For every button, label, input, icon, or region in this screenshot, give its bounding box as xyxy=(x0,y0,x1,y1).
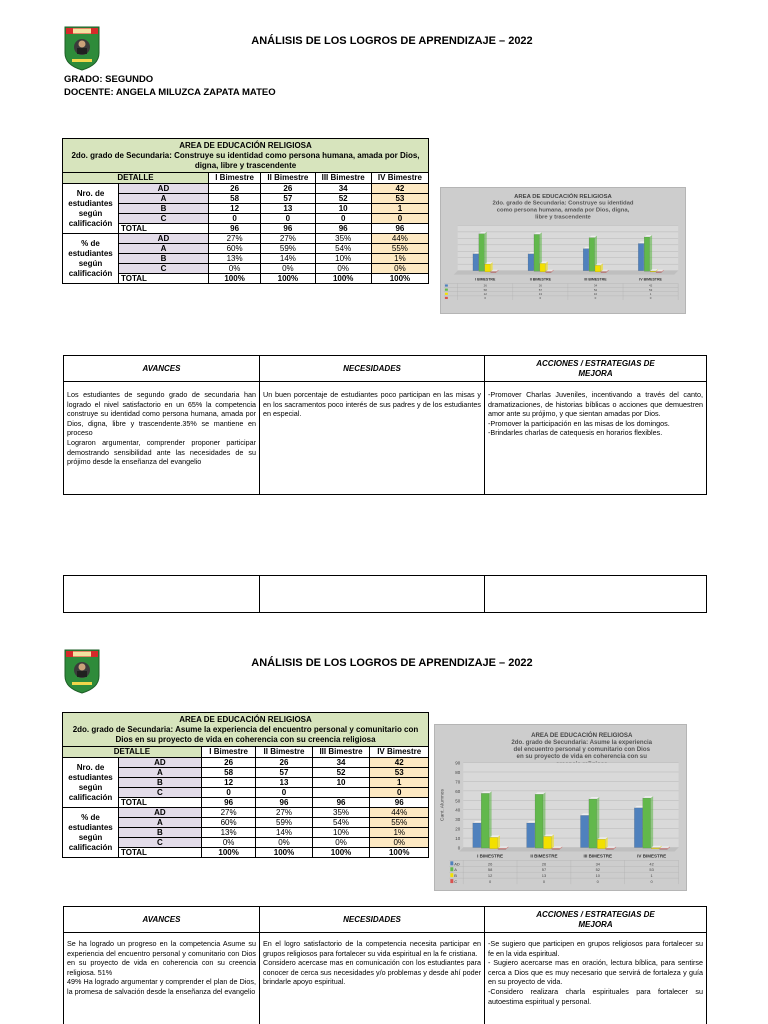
competency-title: 2do. grado de Secundaria: Asume la experiencia del encuentro personal y comunitario con Dios en su proyecto de vida en coherencia con su creencia religiosa xyxy=(72,724,419,744)
table-value: 0 xyxy=(596,879,599,885)
bar xyxy=(473,254,478,271)
level-label: B xyxy=(119,778,202,788)
chart-subtitle: 2do. grado de Secundaria: Asume la experiencia xyxy=(511,738,653,746)
table-cell: 58 xyxy=(208,194,260,204)
bar xyxy=(473,823,481,848)
table-value: 0 xyxy=(489,879,492,885)
school-logo xyxy=(63,25,101,71)
table-value: 12 xyxy=(487,873,493,879)
bar xyxy=(601,272,606,273)
level-label: AD xyxy=(119,184,209,194)
necesidades-header: NECESIDADES xyxy=(260,356,485,382)
bar-chart xyxy=(434,724,687,891)
table-cell: 60% xyxy=(201,818,256,828)
x-tick-label: IV BIMESTRE xyxy=(639,277,662,282)
table-cell: 54% xyxy=(315,244,371,254)
table-value: 13 xyxy=(541,873,547,879)
bar xyxy=(552,849,560,850)
table-value: 34 xyxy=(595,861,600,867)
page-title: ANÁLISIS DE LOS LOGROS DE APRENDIZAJE – 2022 xyxy=(251,35,533,47)
bar xyxy=(597,839,605,848)
avances-header: AVANCES xyxy=(64,356,260,382)
table-cell: 14% xyxy=(256,828,312,838)
level-label: B xyxy=(119,204,209,214)
bar xyxy=(490,837,498,848)
y-tick-label: 90 xyxy=(455,760,461,766)
table-cell: 34 xyxy=(315,184,371,194)
level-label: C xyxy=(119,838,202,848)
table-value: 52 xyxy=(595,867,600,873)
chart-subtitle: del encuentro personal y comunitario con Dios xyxy=(513,746,650,754)
legend-key xyxy=(445,293,448,295)
x-tick-label: I BIMESTRE xyxy=(475,277,496,282)
table-cell: 0% xyxy=(371,264,428,274)
teacher-label: DOCENTE: ANGELA MILUZCA ZAPATA MATEO xyxy=(64,87,276,98)
table-cell: 0% xyxy=(256,838,312,848)
total-cell: 100% xyxy=(208,274,260,284)
row-group-label: % de estudiantes según calificación xyxy=(63,234,119,284)
y-tick-label: 10 xyxy=(455,836,461,842)
table-cell: 10% xyxy=(315,254,371,264)
total-label: TOTAL xyxy=(119,224,209,234)
table-cell: 27% xyxy=(261,234,315,244)
bar-side xyxy=(651,796,653,848)
table-value: 10 xyxy=(593,291,598,296)
table-value: 58 xyxy=(483,287,487,292)
acciones-text: -Promover Charlas Juveniles, incentivando a través del canto, dramatizaciones, de historias bíblicas o acciones que demuestren amor ante su prójimo, y que sientan amadas por Dios. -Promover la participación en las misas de los domingos. -Brindarles charlas de catequesis en horarios flexibles. xyxy=(485,382,707,495)
total-cell: 96 xyxy=(371,224,428,234)
column-header: II Bimestre xyxy=(261,173,315,184)
total-cell: 100% xyxy=(315,274,371,284)
total-cell: 96 xyxy=(315,224,371,234)
bar xyxy=(543,836,551,848)
level-label: A xyxy=(119,194,209,204)
bar xyxy=(656,272,661,273)
legend-key xyxy=(450,879,453,883)
table-cell: 0% xyxy=(208,264,260,274)
y-tick-label: 0 xyxy=(457,845,461,851)
competency-title: 2do. grado de Secundaria: Construye su identidad como persona humana, amada por Dios, digna, libre y trascendente xyxy=(71,150,420,170)
bar-side xyxy=(605,837,607,848)
level-label: A xyxy=(119,768,202,778)
legend-label: C xyxy=(454,879,458,885)
table-cell: 12 xyxy=(208,204,260,214)
table-cell: 13% xyxy=(208,254,260,264)
table-header xyxy=(63,713,429,747)
bar xyxy=(638,244,643,271)
table-value: 0 xyxy=(650,879,653,885)
detalle-header: DETALLE xyxy=(63,747,202,758)
legend-label: B xyxy=(454,873,457,879)
y-tick-label: 50 xyxy=(455,798,461,804)
table-value: 12 xyxy=(483,291,487,296)
row-group-label: % de estudiantes según calificación xyxy=(63,808,119,858)
legend-key xyxy=(445,297,448,299)
bar xyxy=(583,249,588,271)
row-group-label: Nro. de estudiantes según calificación xyxy=(63,758,119,808)
necesidades-header: NECESIDADES xyxy=(260,907,485,933)
avances-header: AVANCES xyxy=(64,907,260,933)
table-cell: 44% xyxy=(371,234,428,244)
empty-cell xyxy=(64,576,260,613)
level-label: A xyxy=(119,244,209,254)
bar xyxy=(660,849,668,850)
table-cell: 55% xyxy=(371,244,428,254)
y-tick-label: 20 xyxy=(455,826,461,832)
page-title: ANÁLISIS DE LOS LOGROS DE APRENDIZAJE – 2022 xyxy=(251,657,533,669)
bar xyxy=(479,234,484,272)
table-cell: 59% xyxy=(261,244,315,254)
level-label: A xyxy=(119,818,202,828)
total-cell: 96 xyxy=(370,798,429,808)
table-cell: 1% xyxy=(371,254,428,264)
bar xyxy=(534,234,539,271)
legend-key xyxy=(450,867,453,871)
total-label: TOTAL xyxy=(119,848,202,858)
row-group-label: Nro. de estudiantes según calificación xyxy=(63,184,119,234)
table-value: 1 xyxy=(650,873,653,879)
table-cell: 57 xyxy=(256,768,312,778)
table-cell: 26 xyxy=(256,758,312,768)
detalle-header: DETALLE xyxy=(63,173,209,184)
strategy-table xyxy=(63,355,707,495)
necesidades-text: En el logro satisfactorio de la competencia necesita participar en grupos religiosos para fortalecer su vida espiritual en la fe cristiana. Considero acercase mas en comunicación con los estudiantes para conocer de cerca sus necesidades y/o problemas y desde ahí poder brindarle apoyo espiritual. xyxy=(260,933,485,1024)
table-cell: 27% xyxy=(256,808,312,818)
table-cell: 55% xyxy=(370,818,429,828)
x-tick-label: II BIMESTRE xyxy=(530,853,558,859)
table-value: 0 xyxy=(542,879,546,885)
total-cell: 96 xyxy=(261,224,315,234)
total-cell: 96 xyxy=(201,798,256,808)
x-tick-label: IV BIMESTRE xyxy=(637,853,667,859)
level-label: AD xyxy=(119,758,202,768)
total-cell: 96 xyxy=(208,224,260,234)
table-value: 34 xyxy=(593,283,598,288)
acciones-header: ACCIONES / ESTRATEGIAS DE MEJORA xyxy=(485,356,707,382)
table-header xyxy=(63,139,429,173)
total-cell: 100% xyxy=(312,848,370,858)
level-label: C xyxy=(119,214,209,224)
table-cell: 10 xyxy=(312,778,370,788)
legend-key xyxy=(445,284,448,286)
avances-text: Se ha logrado un progreso en la competencia Asume su experiencia del encuentro personal y comunitario con Dios en su proyecto de vida en coherencia con su creencia religiosa. 51% 49% Ha logrado argumentar y comprender el plan de Dios, la promesa de salvación desde la enseñanza del evangelio xyxy=(64,933,260,1024)
table-value: 0 xyxy=(539,296,542,301)
table-cell: 0 xyxy=(315,214,371,224)
chart-title: AREA DE EDUCACIÓN RELIGIOSA xyxy=(531,731,633,739)
table-cell: 1% xyxy=(370,828,429,838)
table-cell: 1 xyxy=(371,204,428,214)
bar xyxy=(527,823,535,848)
total-cell: 100% xyxy=(261,274,315,284)
table-value: 42 xyxy=(649,861,654,867)
column-header: II Bimestre xyxy=(256,747,312,758)
bar xyxy=(535,794,543,848)
bar xyxy=(481,793,489,848)
area-title: AREA DE EDUCACIÓN RELIGIOSA xyxy=(179,714,312,724)
necesidades-text: Un buen porcentaje de estudiantes poco participan en las misas y en los sacramentos poco interés de sus padres y de los estudiantes en especial. xyxy=(260,382,485,495)
chart-subtitle: en su proyecto de vida en coherencia con su xyxy=(516,753,647,761)
table-cell: 26 xyxy=(208,184,260,194)
table-cell: 60% xyxy=(208,244,260,254)
bar xyxy=(540,263,545,271)
total-cell: 96 xyxy=(256,798,312,808)
level-label: B xyxy=(119,828,202,838)
empty-table xyxy=(63,575,707,613)
table-cell: 12 xyxy=(201,778,256,788)
total-label: TOTAL xyxy=(119,798,202,808)
table-value: 26 xyxy=(487,861,493,867)
bar xyxy=(546,272,551,273)
legend-key xyxy=(450,861,453,865)
legend-key xyxy=(445,289,448,291)
total-cell: 100% xyxy=(371,274,428,284)
bar xyxy=(595,265,600,271)
level-label: C xyxy=(119,264,209,274)
table-cell: 1 xyxy=(370,778,429,788)
y-tick-label: 60 xyxy=(455,788,461,794)
table-value: 57 xyxy=(538,287,543,292)
table-value: 26 xyxy=(538,283,543,288)
table-cell: 44% xyxy=(370,808,429,818)
level-label: B xyxy=(119,254,209,264)
table-cell: 58 xyxy=(201,768,256,778)
bar xyxy=(643,798,651,848)
table-cell: 0 xyxy=(371,214,428,224)
table-value: 26 xyxy=(541,861,547,867)
table-value: 42 xyxy=(648,283,653,288)
total-cell: 100% xyxy=(370,848,429,858)
table-cell: 13% xyxy=(201,828,256,838)
bar-side xyxy=(498,835,500,848)
bar xyxy=(644,237,649,271)
table-cell: 27% xyxy=(208,234,260,244)
y-tick-label: 40 xyxy=(455,807,461,813)
legend-label: A xyxy=(454,867,457,873)
table-value: 0 xyxy=(484,296,487,301)
y-tick-label: 70 xyxy=(455,779,461,785)
y-tick-label: 80 xyxy=(455,769,461,775)
level-label: AD xyxy=(119,234,209,244)
table-value: 10 xyxy=(595,873,600,879)
empty-cell xyxy=(485,576,707,613)
x-tick-label: II BIMESTRE xyxy=(529,277,551,282)
bar-side xyxy=(551,834,553,848)
table-value: 52 xyxy=(593,287,598,292)
bar xyxy=(589,238,594,272)
empty-cell xyxy=(260,576,485,613)
table-cell: 0 xyxy=(208,214,260,224)
table-cell: 0 xyxy=(261,214,315,224)
table-cell: 10% xyxy=(312,828,370,838)
table-value: 53 xyxy=(648,287,653,292)
grade-label: GRADO: SEGUNDO xyxy=(64,74,154,85)
table-cell: 34 xyxy=(312,758,370,768)
table-cell: 54% xyxy=(312,818,370,828)
x-tick-label: III BIMESTRE xyxy=(584,277,607,282)
table-cell: 27% xyxy=(201,808,256,818)
bar xyxy=(528,254,533,271)
grades-table xyxy=(62,712,429,858)
avances-text: Los estudiantes de segundo grado de secundaria han logrado el nivel satisfactorio en un 65% la competencia construye su identidad como persona humana, amada por Dios, digna, libre y trascendente.35% se mantiene en proceso Lograron argumentar, comprender proponer participar demostrando sensibilidad ante las necesidades de su prójimo desde la enseñanza del evangelio xyxy=(64,382,260,495)
table-cell: 35% xyxy=(312,808,370,818)
total-cell: 100% xyxy=(201,848,256,858)
level-label: AD xyxy=(119,808,202,818)
table-value: 1 xyxy=(649,291,652,296)
table-cell: 42 xyxy=(370,758,429,768)
area-title: AREA DE EDUCACIÓN RELIGIOSA xyxy=(179,140,312,150)
table-cell: 35% xyxy=(315,234,371,244)
table-cell xyxy=(312,788,370,798)
legend-key xyxy=(450,873,453,877)
bar-chart xyxy=(440,187,686,314)
strategy-table xyxy=(63,906,707,1024)
table-cell: 0% xyxy=(261,264,315,274)
chart-title: AREA DE EDUCACIÓN RELIGIOSA xyxy=(514,193,612,200)
table-value: 57 xyxy=(541,867,547,873)
table-cell: 42 xyxy=(371,184,428,194)
bar xyxy=(651,848,659,849)
level-label: C xyxy=(119,788,202,798)
table-value: 0 xyxy=(594,296,597,301)
table-value: 13 xyxy=(538,291,543,296)
grades-table xyxy=(62,138,429,284)
total-cell: 96 xyxy=(312,798,370,808)
bar xyxy=(634,808,642,848)
bar-side xyxy=(650,235,652,271)
column-header: IV Bimestre xyxy=(370,747,429,758)
table-cell: 53 xyxy=(370,768,429,778)
table-cell: 0 xyxy=(370,788,429,798)
column-header: IV Bimestre xyxy=(371,173,428,184)
bar xyxy=(650,271,655,272)
bar xyxy=(491,272,496,273)
chart-subtitle: como persona humana, amada por Dios, digna, xyxy=(496,207,630,214)
bar xyxy=(498,849,506,850)
table-cell: 10 xyxy=(315,204,371,214)
table-cell: 0 xyxy=(256,788,312,798)
table-value: 53 xyxy=(649,867,654,873)
column-header: III Bimestre xyxy=(315,173,371,184)
acciones-text: -Se sugiero que participen en grupos religiosos para fortalecer su fe en la vida espiritual. - Sugiero acercarse mas en oración, lectura bíblica, para sentirse cerca a Dios que es muy necesario que servirá de fortaleza y guía en su proyecto de vida. -Considero realizara charla espirituales para fortalecer su autoestima espiritual y personal. xyxy=(485,933,707,1024)
table-cell: 59% xyxy=(256,818,312,828)
x-tick-label: I BIMESTRE xyxy=(477,853,504,859)
table-cell: 26 xyxy=(261,184,315,194)
y-axis-label: Cant. Alumnos xyxy=(440,788,446,822)
column-header: I Bimestre xyxy=(201,747,256,758)
table-cell: 26 xyxy=(201,758,256,768)
table-cell: 0% xyxy=(201,838,256,848)
table-cell: 13 xyxy=(256,778,312,788)
column-header: III Bimestre xyxy=(312,747,370,758)
acciones-header: ACCIONES / ESTRATEGIAS DE MEJORA xyxy=(485,907,707,933)
table-cell: 13 xyxy=(261,204,315,214)
table-cell: 0 xyxy=(201,788,256,798)
total-cell: 100% xyxy=(256,848,312,858)
table-cell: 0% xyxy=(315,264,371,274)
table-cell: 57 xyxy=(261,194,315,204)
table-value: 0 xyxy=(649,296,652,301)
column-header: I Bimestre xyxy=(208,173,260,184)
table-cell: 0% xyxy=(312,838,370,848)
table-cell: 0% xyxy=(370,838,429,848)
school-logo xyxy=(63,648,101,694)
bar xyxy=(589,799,597,848)
total-label: TOTAL xyxy=(119,274,209,284)
bar xyxy=(581,815,589,847)
bar xyxy=(606,849,614,850)
chart-subtitle: libre y trascendente xyxy=(535,214,591,221)
table-value: 26 xyxy=(483,283,487,288)
table-cell: 52 xyxy=(312,768,370,778)
table-cell: 52 xyxy=(315,194,371,204)
x-tick-label: III BIMESTRE xyxy=(583,853,613,859)
legend-label: AD xyxy=(454,861,460,867)
table-cell: 14% xyxy=(261,254,315,264)
table-value: 58 xyxy=(487,867,493,873)
bar xyxy=(485,264,490,272)
chart-subtitle: 2do. grado de Secundaria: Construye su identidad xyxy=(492,200,634,207)
table-cell: 53 xyxy=(371,194,428,204)
y-tick-label: 30 xyxy=(455,817,461,823)
